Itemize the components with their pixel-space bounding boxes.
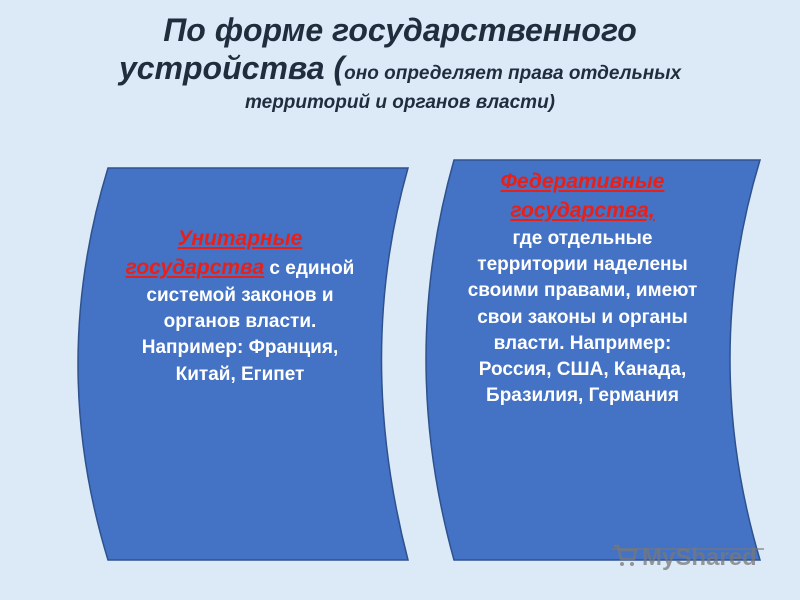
unitary-card [120,225,360,388]
unitary-heading: Унитарные государства [125,227,303,279]
watermark [612,540,757,576]
watermark-text: MyShared [642,544,757,571]
title-line-2: устройства ( [118,49,345,86]
title-line-2-small: оно определяет права отдельных [344,62,682,84]
title-line-3: территорий и органов власти) [244,91,556,113]
federal-card [460,168,705,409]
title-line-1: По форме государственного [163,12,637,48]
shopping-cart-icon [612,542,638,575]
federal-description: где отдельные территории наделены своими правами, имеют свои законы и органы власти. Например: Россия, США, Канада, Бразилия, Германия [467,227,698,407]
federal-heading: Федеративные государства, [500,170,665,222]
unitary-description: с единой системой законов и органов власти. Например: Франция, Китай, Египет [141,257,355,385]
